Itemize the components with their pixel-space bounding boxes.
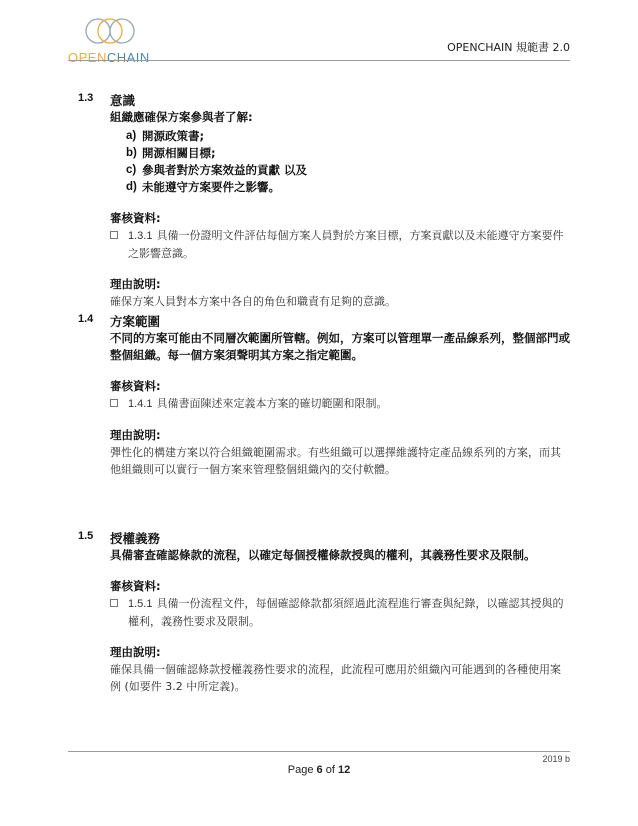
rationale-label: 理由說明: [110, 645, 161, 659]
page-total: 12 [337, 764, 351, 776]
rationale-text: 彈性化的構建方案以符合組織範圍需求。有些組織可以選擇維護特定產品線系列的方案，而其他組織則可以實行一個方案來管理整個組織內的交付軟體。 [110, 446, 561, 476]
rationale-label: 理由說明: [110, 277, 161, 291]
footer-divider [68, 751, 570, 752]
rationale-label: 理由說明: [110, 428, 161, 442]
page-prefix: Page [287, 764, 317, 776]
section-number: 1.5 [78, 530, 94, 542]
section-body [110, 313, 570, 478]
list-item: a) 開源政策書; [126, 129, 205, 143]
logo-wordmark [68, 50, 150, 65]
criteria-text: 具備一份證明文件評估每個方案人員對於方案目標，方案貢獻以及未能遵守方案要件之影響意識。 [128, 229, 564, 260]
review-label: 審核資料: [110, 211, 161, 225]
header-title: OPENCHAIN 規範書 2.0 [447, 41, 570, 54]
section-description: 具備審查確認條款的流程，以確定每個授權條款授與的權利，其義務性要求及限制。 [110, 548, 536, 562]
criteria-number: 1.5.1 [128, 598, 153, 610]
chain-rings-icon [82, 14, 138, 48]
checkbox-icon [110, 231, 118, 239]
checkbox-icon [110, 399, 118, 407]
review-label: 審核資料: [110, 579, 161, 593]
verification-criteria [110, 595, 570, 630]
criteria-number: 1.4.1 [128, 398, 153, 410]
page-of: of [322, 764, 338, 776]
rationale-text: 確保具備一個確認條款授權義務性要求的流程，此流程可應用於組織內可能遇到的各種使用案例 (如要件 3.2 中所定義)。 [110, 663, 561, 693]
logo-open-text: OPEN [68, 50, 107, 65]
list-item: d) 未能遵守方案要件之影響。 [126, 180, 280, 194]
section-body [110, 530, 570, 695]
section-title: 授權義務 [110, 531, 161, 546]
list-item: b) 開源相關目標; [126, 146, 216, 160]
criteria-text: 具備一份流程文件，每個確認條款都須經過此流程進行審查與紀錄，以確認其授與的權利，義務性要求及限制。 [128, 597, 564, 628]
section-description: 不同的方案可能由不同層次範圍所管轄。例如，方案可以管理單一產品線系列，整個部門或整個組織。每一個方案須聲明其方案之指定範圍。 [110, 331, 570, 362]
section-number: 1.3 [78, 92, 94, 104]
rationale-text: 確保方案人員對本方案中各自的角色和職責有足夠的意識。 [110, 295, 396, 308]
checkbox-icon [110, 599, 118, 607]
list-item: c) 參與者對於方案效益的貢獻 以及 [126, 163, 308, 177]
logo-chain-text: CHAIN [106, 50, 150, 65]
section-body [110, 92, 570, 310]
page-current: 6 [316, 764, 323, 776]
verification-criteria [110, 395, 570, 413]
footer-date: 2019 b [542, 754, 570, 764]
openchain-logo [68, 14, 158, 66]
verification-criteria [110, 227, 570, 262]
review-label: 審核資料: [110, 379, 161, 393]
criteria-number: 1.3.1 [128, 230, 153, 242]
section-number: 1.4 [78, 313, 94, 325]
section-title: 意識 [110, 93, 136, 108]
header-divider [68, 60, 570, 61]
criteria-text: 具備書面陳述來定義本方案的確切範圍和限制。 [156, 397, 388, 410]
section-description: 組織應確保方案參與者了解: [110, 110, 253, 124]
page-number [0, 764, 638, 776]
section-title: 方案範圍 [110, 314, 161, 329]
requirement-list [110, 128, 570, 196]
